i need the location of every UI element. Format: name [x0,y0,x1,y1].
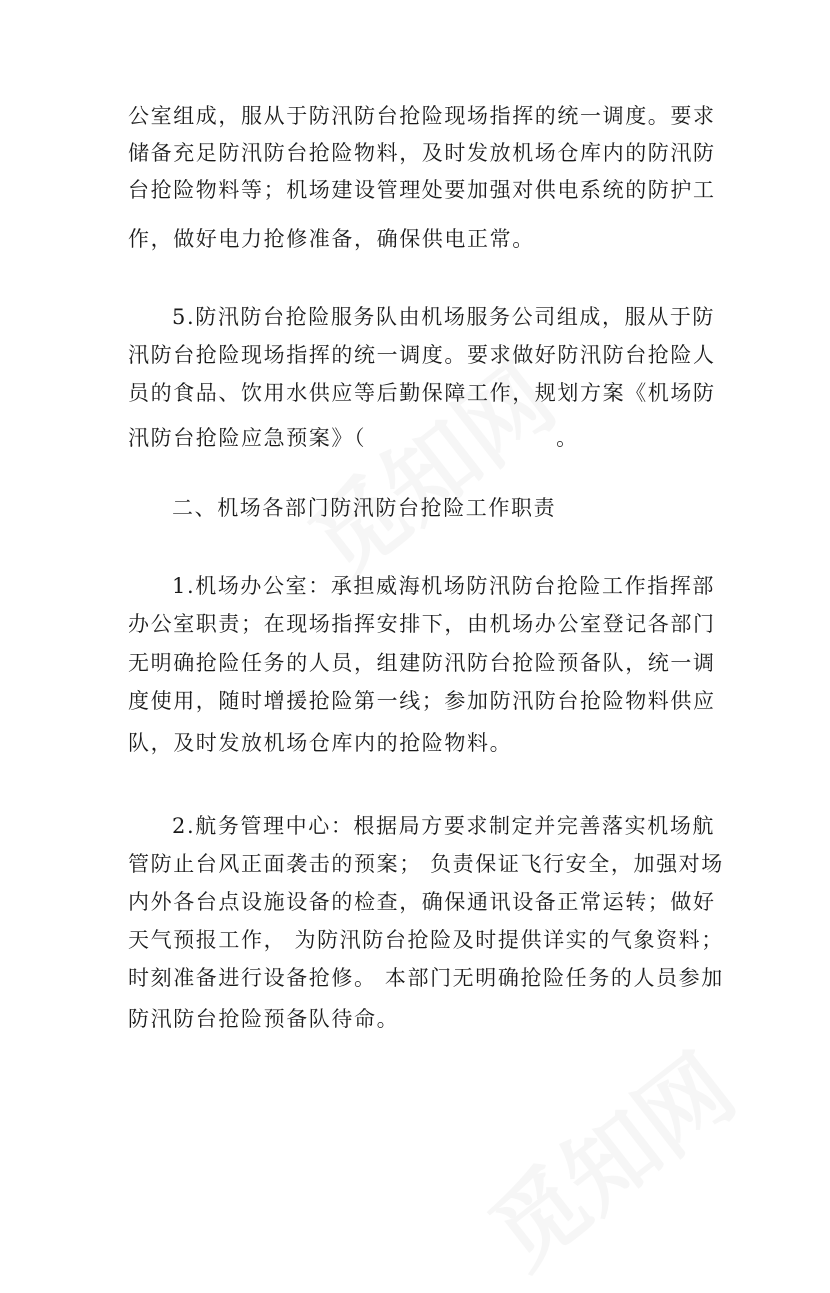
paragraph-line: 5.防汛防台抢险服务队由机场服务公司组成，服从于防 [172,305,716,329]
paragraph-line: 天气预报工作， 为防汛防台抢险及时提供详实的气象资料； [128,928,724,952]
watermark-logo [459,1019,758,1293]
paragraph-line: 2.航务管理中心：根据局方要求制定并完善落实机场航 [172,814,716,838]
paragraph-line: 度使用，随时增援抢险第一线；参加防汛防台抢险物料供应 [128,689,716,713]
paragraph-line: 办公室职责；在现场指挥安排下，由机场办公室登记各部门 [128,612,716,636]
line-text: 汛防台抢险应急预案》（ [128,426,367,450]
line-tail: 。 [556,426,579,450]
paragraph-line: 管防止台风正面袭击的预案； 负责保证飞行安全，加强对场 [128,852,724,876]
paragraph-line: 汛防台抢险现场指挥的统一调度。要求做好防汛防台抢险人 [128,343,716,367]
section-heading: 二、机场各部门防汛防台抢险工作职责 [172,496,557,520]
paragraph-line: 台抢险物料等；机场建设管理处要加强对供电系统的防护工 [128,178,716,202]
paragraph-line [128,420,708,456]
paragraph-line: 时刻准备进行设备抢修。 本部门无明确抢险任务的人员参加 [128,966,724,990]
paragraph-line: 队，及时发放机场仓库内的抢险物料。 [128,731,513,755]
paragraph-line: 作，做好电力抢修准备，确保供电正常。 [128,227,535,251]
paragraph-line: 员的食品、饮用水供应等后勤保障工作，规划方案《机场防 [128,381,716,405]
paragraph-line: 公室组成，服从于防汛防台抢险现场指挥的统一调度。要求 [128,104,716,128]
paragraph-line: 储备充足防汛防台抢险物料，及时发放机场仓库内的防汛防 [128,141,716,165]
paragraph-line: 防汛防台抢险预备队待命。 [128,1007,400,1031]
paragraph-line: 内外各台点设施设备的检查，确保通讯设备正常运转；做好 [128,890,716,914]
paragraph-line: 无明确抢险任务的人员，组建防汛防台抢险预备队，统一调 [128,651,716,675]
paragraph-line: 1.机场办公室：承担威海机场防汛防台抢险工作指挥部 [172,574,716,598]
